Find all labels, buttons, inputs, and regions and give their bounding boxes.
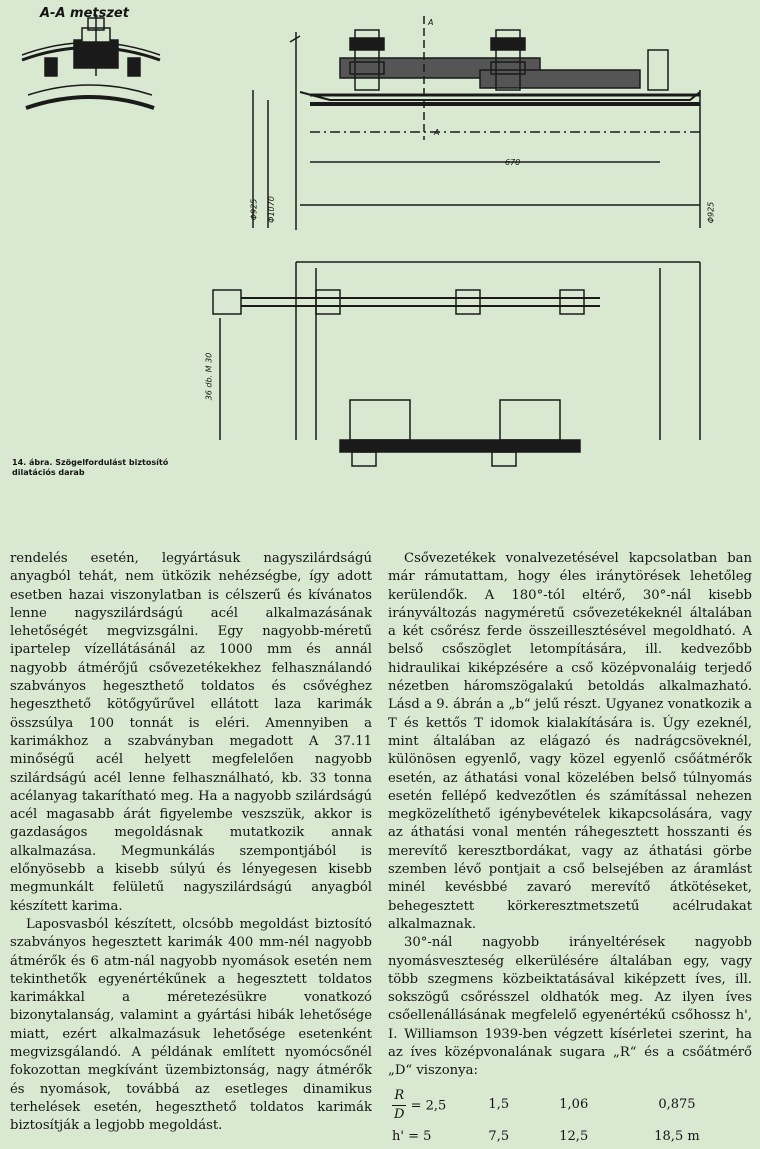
dimension-d3: Φ925: [706, 201, 716, 224]
section-mark-top: A: [428, 18, 434, 27]
table-row: $\frac{R}{D}$ = 2,5 1,5 1,06 0,875: [388, 1085, 738, 1127]
dimension-d1: Φ925: [249, 198, 259, 221]
section-view: [22, 14, 160, 108]
left-paragraph-2: Laposvasból készített, olcsóbb megoldást biztosító szabványos hegesztett karimák 400 mm-nél nagyobb átmérők és 6 atm-nál nagyobb nyomások esetén nem tekinthetők egyenértékűnek a hegesztett toldatos karimákkal a méretezésükre vonatkozó bizonytalanság, valamint a gyártási hibák lehetősége miatt, ezért alkalmazásuk lehetősége esetenként megvizsgálandó. A példának említett nyomócsőnél fokozottan megkívánt üzembiztonság, nagy átmérők és nyomások, továbbá az esetleges dinamikus terhelések esetén, hegeszthető toldatos karimák biztosítják a legjobb megoldást.: [10, 916, 372, 1134]
right-column: [388, 550, 752, 1149]
table-row: h' = 5 7,5 12,5 18,5 m: [392, 1129, 700, 1145]
section-label: A-A metszet: [40, 6, 129, 21]
plan-view: [213, 262, 700, 466]
left-paragraph-1: rendelés esetén, legyártásuk nagyszilárdságú anyagból tehát, nem ütközik nehézségbe, így adott esetben hazai viszonylatban is célszerű és kívánatos lenne nagyszilárdságú acél alkalmazásának lehetőségét megvizsgálni. Egy nagyobb-méretű ipartelep vízellátásánál az 1000 mm és annál nagyobb átmérőjű csővezetékekhez felhasználandó szabványos hegeszthető toldatos és csővéghez hegeszthető kötőgyűrűvel ellátott laza karimák összsúlya 100 tonnát is eléri. Amennyiben a karimákhoz a szabványban megadott A 37.11 minőségű acél helyett megfelelően nagyobb szilárdságú acél lenne felhasználható, kb. 33 tonna acélanyag takarítható meg. Ha a nagyobb szilárdságú acél magasabb árát figyelembe veszszük, akkor is gazdaságos megoldásnak mutatkozik annak alkalmazása. Megmunkálás szempontjából is előnyösebb a kisebb súlyú és lényegesen kisebb megmunkált felületű nagyszilárdságú anyagból készített karima.: [10, 551, 372, 914]
technical-drawing: [0, 0, 760, 470]
ratio-fraction: $\frac{R}{D}$: [394, 1087, 405, 1122]
dimension-length: 670: [505, 158, 521, 167]
section-mark-bottom: A: [434, 128, 440, 137]
elevation-view: [253, 16, 700, 230]
ratio-table: [388, 1085, 738, 1149]
left-column: [10, 550, 372, 1136]
dimension-bolts: 36 db. M 30: [204, 352, 214, 401]
dimension-d2: Φ1070: [266, 196, 276, 223]
right-paragraph-1: Csővezetékek vonalvezetésével kapcsolatban ban már rámutattam, hogy éles iránytörések lehetőleg kerülendők. A 180°-tól eltérő, 30°-nál kisebb irányváltozás nagyméretű csővezetékeknél általában a két csőrész ferde összeillesztésével megoldható. A belső csőszöglet letompítására, ill. kedvezőbb hidraulikai kiképzésére a cső középvonaláig terjedő nézetben háromszögalakú betoldás alkalmazható. Lásd a 9. ábrán a „b“ jelű részt. Ugyanez vonatkozik a T és kettős T idomok kialakítására is. Úgy ezeknél, mint általában az elágazó és nadrágcsöveknél, különösen egyenlő, vagy közel egyenlő csőátmérők esetén, az áthatási vonal közelében belső túlnyomás esetén fellépő kedvezőtlen és számítással nehezen megközelíthető igénybevételek kikapcsolására, vagy az áthatási vonal mentén ráhegesztett hosszanti és merevítő keresztbordákat, vagy az áthatási görbe szemben lévő pontjait a cső belsejében az áramlást minél kevésbbé zavaró merevítő átkötéseket, behegesztett körkeresztmetszetű acélrudakat alkalmaznak.: [388, 551, 752, 932]
right-paragraph-2: 30°-nál nagyobb irányeltérések nagyobb nyomásveszteség elkerülésére általában egy, vagy több szegmens közbeiktatásával kiképzett íves, ill. sokszögű csőrésszel oldhatók meg. Az ilyen íves csőellenállásának megfelelő egyenértékű csőhossz h', I. Williamson 1939-ben végzett kísérletei szerint, ha az íves középvonalának sugara „R“ és a csőátmérő „D“ viszonya:: [388, 935, 752, 1079]
figure-caption: 14. ábra. Szögelfordulást biztosító dilatációs darab: [12, 458, 169, 477]
